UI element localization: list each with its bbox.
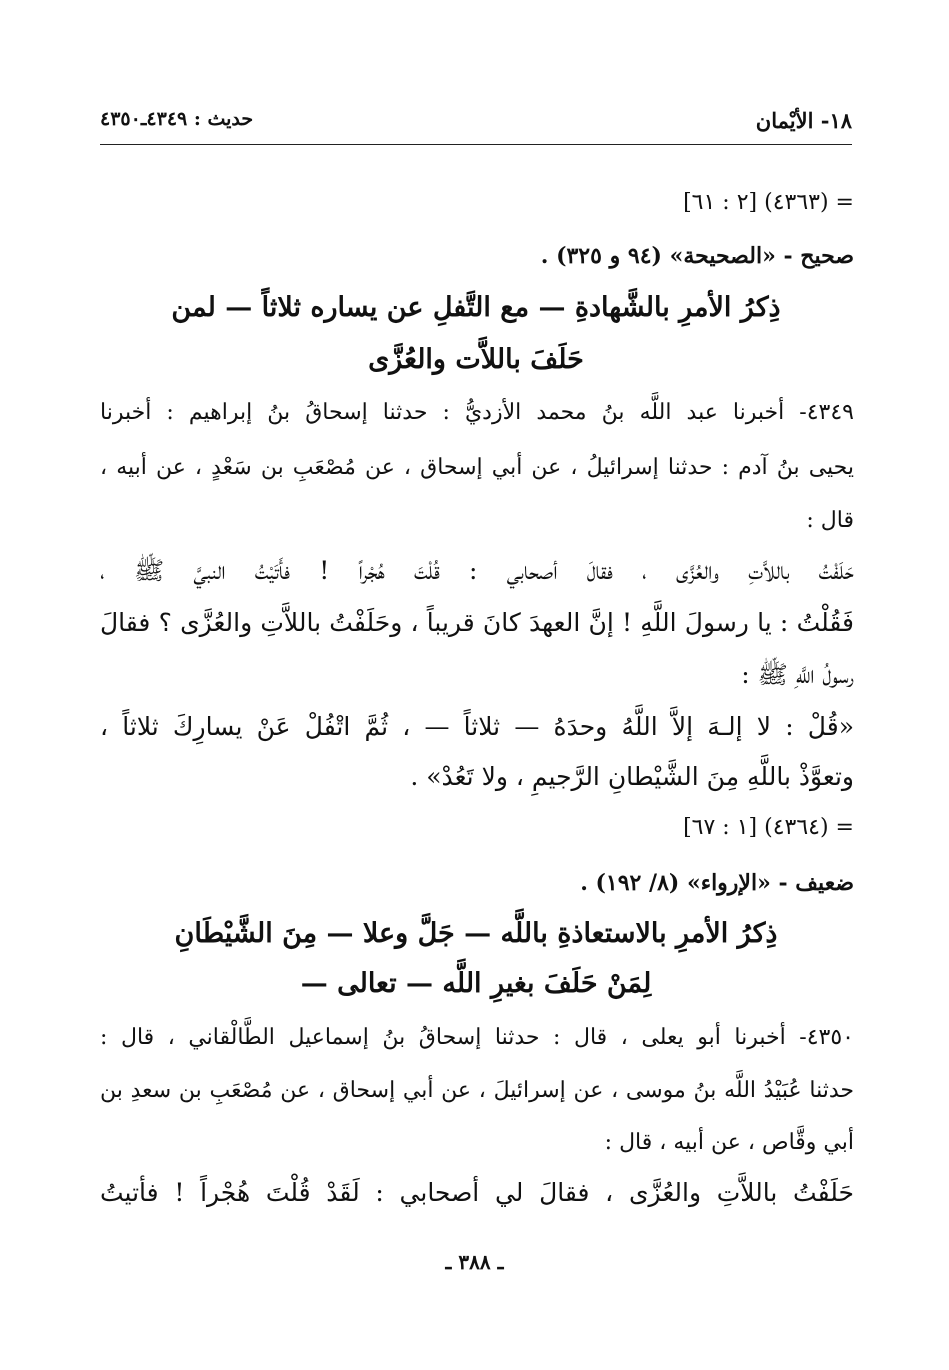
running-header — [100, 100, 852, 140]
hadith-4349-line-1: ٤٣٤٩- أخبرنا عبد اللَّه بنُ محمد الأزديُّ : حدثنا إسحاقُ بنُ إبراهيم : أخبرنا — [100, 400, 854, 425]
section-heading-line-1: ذِكرُ الأمرِ بالشَّهادةِ — مع التَّفلِ عن يساره ثلاثاً — لمن — [171, 292, 781, 323]
reference-line: = (٤٣٦٣) [٢ : ٦١] — [683, 190, 854, 215]
hadith-text-line-5: وتعوَّذْ باللَّهِ مِنَ الشَّيْطانِ الرَّجيمِ ، ولا تَعُدْ» . — [410, 762, 854, 791]
section-heading-line-2: حَلَفَ باللاَّت والعُزَّى — [368, 344, 584, 375]
hadith-4349-line-3: قال : — [806, 508, 854, 533]
hadith-range: حديث : ٤٣٤٩ـ٤٣٥٠ — [100, 108, 254, 130]
hadith-text-line-3: رسولُ اللَّهِ ﷺ : — [741, 660, 854, 689]
reference-line-2: = (٤٣٦٤) [١ : ٦٧] — [683, 815, 854, 840]
chapter-title: ١٨- الأيْمان — [755, 108, 852, 133]
header-divider — [100, 144, 852, 145]
page-number: ـ ٣٨٨ ـ — [445, 1250, 504, 1274]
section-heading-2-line-2: لِمَنْ حَلَفَ بغيرِ اللَّه — تعالى — — [300, 968, 652, 999]
hadith-4350-line-3: أبي وقَّاص ، عن أبيه ، قال : — [604, 1130, 854, 1155]
grading-line-2: ضعيف - «الإرواء» (٨/ ١٩٢) . — [580, 870, 854, 896]
hadith-text-line-6: حَلَفْتُ باللاَّتِ والعُزَّى ، فقالَ لي أصحابي : لَقَدْ قُلْتَ هُجْراً ! فأتيتُ — [100, 1178, 854, 1207]
grading-line: صحيح - «الصحيحة» (٩٤ و ٣٢٥) . — [540, 243, 854, 269]
hadith-text-line-2: فَقُلْتُ : يا رسولَ اللَّهِ ! إنَّ العهدَ كانَ قريباً ، وحَلَفْتُ باللاَّتِ والعُزَّى ؟ فقالَ — [100, 608, 854, 637]
hadith-text-line-1: حَلَفْتُ باللاَّتِ والعُزَّى ، فقالَ أصحابي : قُلْتَ هُجْراً ! فأَتَيْتُ النبيَّ ﷺ ، — [100, 556, 854, 585]
hadith-text-line-4: «قُلْ : لا إلـهَ إلاَّ اللَّهُ وحدَهُ — ثلاثاً — ، ثُمَّ اتْفُلْ عَنْ يسارِكَ ثلاثاً ، — [100, 712, 854, 741]
hadith-4349-line-2: يحيى بنُ آدم : حدثنا إسرائيلُ ، عن أبي إسحاق ، عن مُصْعَبِ بن سَعْدٍ ، عن أبيه ، — [100, 455, 854, 480]
hadith-4350-line-2: حدثنا عُبَيْدُ اللَّه بنُ موسى ، عن إسرائيلَ ، عن أبي إسحاق ، عن مُصْعَبِ بن سعدِ بن — [100, 1078, 854, 1103]
hadith-4350-line-1: ٤٣٥٠- أخبرنا أبو يعلى ، قال : حدثنا إسحاقُ بنُ إسماعيل الطَّالْقاني ، قال : — [100, 1025, 854, 1050]
section-heading-2-line-1: ذِكرُ الأمرِ بالاستعاذةِ باللَّه — جَلَّ وعلا — مِنَ الشَّيْطَانِ — [174, 918, 778, 949]
